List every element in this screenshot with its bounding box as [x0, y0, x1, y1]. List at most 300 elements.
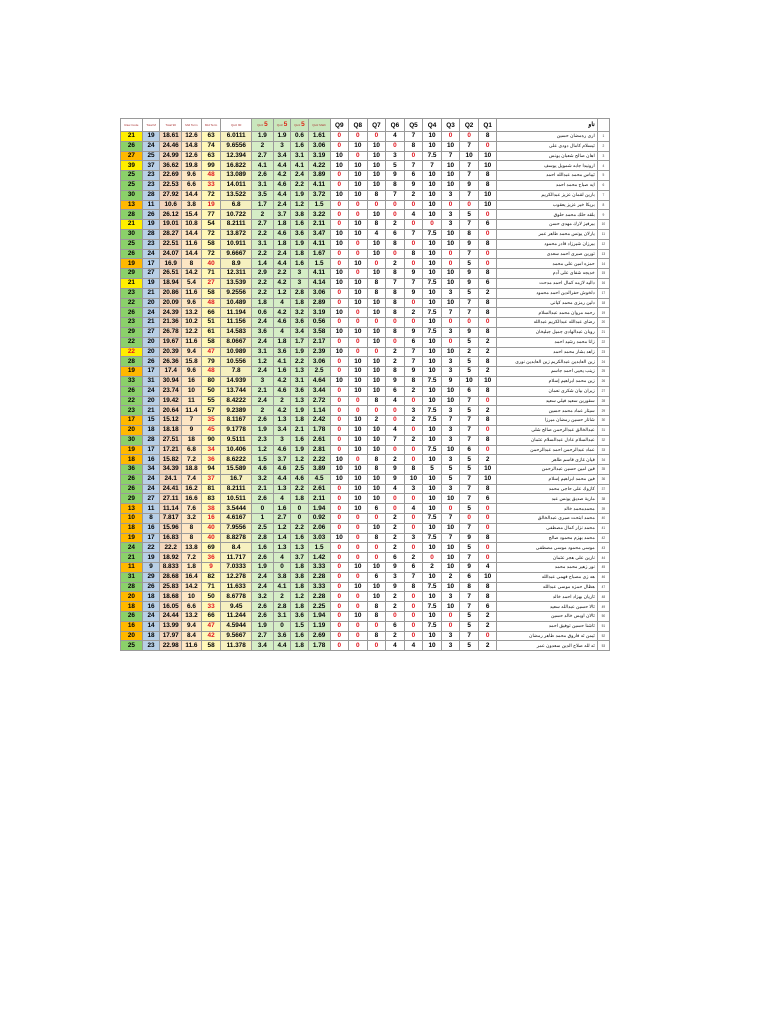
cell-f1: 99 — [201, 161, 221, 171]
cell-q6: 4 — [386, 132, 405, 142]
cell-q2: 5 — [460, 406, 479, 416]
cell-c1: 3.6 — [251, 327, 273, 337]
cell-c1: 2.6 — [251, 171, 273, 181]
cell-q1: 0 — [478, 543, 497, 553]
table-row — [121, 239, 610, 249]
cell-c1: 2.7 — [251, 151, 273, 161]
cell-q1: 8 — [478, 416, 497, 426]
cell-q9: 0 — [330, 523, 349, 533]
cell-q8: 10 — [349, 386, 368, 396]
cell-q8: 10 — [349, 229, 368, 239]
cell-q6: 7 — [386, 190, 405, 200]
cell-q6: 0 — [386, 445, 405, 455]
cell-q6: 6 — [386, 621, 405, 631]
cell-q4: 7.5 — [423, 416, 442, 426]
cell-q8: 0 — [349, 210, 368, 220]
cell-f1: 58 — [201, 239, 221, 249]
cell-total: 22 — [121, 396, 143, 406]
cell-pct: 22.2 — [160, 543, 182, 553]
cell-row-number: 51 — [597, 621, 609, 631]
cell-rel: 14.4 — [182, 249, 202, 259]
cell-c3: 1.6 — [291, 435, 308, 445]
cell-q8: 10 — [349, 367, 368, 377]
cell-q9: 0 — [330, 514, 349, 524]
cell-q9: 10 — [330, 474, 349, 484]
cell-q3: 10 — [441, 386, 460, 396]
cell-pct: 10.6 — [160, 200, 182, 210]
cell-q3: 7 — [441, 416, 460, 426]
cell-q9: 0 — [330, 396, 349, 406]
header-name: ناو — [497, 119, 597, 132]
cell-c4: 1.19 — [308, 621, 330, 631]
cell-q8: 10 — [349, 141, 368, 151]
cell-c1: 2.4 — [251, 318, 273, 328]
cell-c1: 2.8 — [251, 533, 273, 543]
cell-c2: 3.8 — [273, 572, 290, 582]
cell-total: 11 — [121, 563, 143, 573]
table-row — [121, 504, 610, 514]
cell-f2: 8.4222 — [221, 396, 252, 406]
cell-pct: 30.94 — [160, 376, 182, 386]
table-row — [121, 249, 610, 259]
cell-q7: 10 — [367, 151, 386, 161]
cell-c1: 1.8 — [251, 298, 273, 308]
table-row — [121, 190, 610, 200]
cell-pct: 11.14 — [160, 504, 182, 514]
cell-row-number: 12 — [597, 239, 609, 249]
cell-student-name: ئالا حسين عبدالله سعيد — [497, 602, 597, 612]
cell-q7: 10 — [367, 435, 386, 445]
cell-res: 16 — [142, 455, 159, 465]
cell-rel: 14.4 — [182, 190, 202, 200]
cell-row-number: 33 — [597, 445, 609, 455]
cell-pct: 22.51 — [160, 239, 182, 249]
cell-rel: 7.2 — [182, 455, 202, 465]
cell-rel: 11.6 — [182, 337, 202, 347]
cell-c4: 1.94 — [308, 504, 330, 514]
cell-pct: 22.69 — [160, 171, 182, 181]
cell-q8: 0 — [349, 249, 368, 259]
cell-q3: 10 — [441, 239, 460, 249]
cell-q4: 10 — [423, 171, 442, 181]
cell-f2: 11.717 — [221, 553, 252, 563]
cell-q1: 0 — [478, 523, 497, 533]
cell-student-name: زين العابدين عبدالكريم زين العابدين نورى — [497, 357, 597, 367]
cell-q9: 0 — [330, 621, 349, 631]
cell-q2: 5 — [460, 612, 479, 622]
cell-c3: 2.2 — [291, 484, 308, 494]
cell-c2: 2 — [273, 592, 290, 602]
cell-f2: 8.8278 — [221, 533, 252, 543]
cell-res: 20 — [142, 298, 159, 308]
cell-q6: 9 — [386, 376, 405, 386]
cell-q1: 2 — [478, 621, 497, 631]
cell-rel: 16 — [182, 376, 202, 386]
cell-f1: 48 — [201, 298, 221, 308]
cell-q3: 3 — [441, 641, 460, 651]
cell-c3: 2.2 — [291, 523, 308, 533]
cell-q7: 0 — [367, 641, 386, 651]
cell-student-name: تورين صبرى احمد سعدى — [497, 249, 597, 259]
cell-q5: 7 — [404, 229, 423, 239]
cell-c2: 1.8 — [273, 220, 290, 230]
cell-f2: 13.744 — [221, 386, 252, 396]
cell-student-name: سقورين سعيد فيلي سعيد — [497, 396, 597, 406]
cell-q3: 10 — [441, 171, 460, 181]
cell-q4: 10 — [423, 396, 442, 406]
cell-c3: 1.8 — [291, 298, 308, 308]
cell-c2: 4 — [273, 327, 290, 337]
cell-total: 27 — [121, 151, 143, 161]
cell-c4: 4.11 — [308, 180, 330, 190]
header-c3-num: 5 — [301, 121, 305, 128]
cell-f2: 15.589 — [221, 465, 252, 475]
cell-f2: 14.011 — [221, 180, 252, 190]
cell-c1: 3.1 — [251, 347, 273, 357]
cell-c3: 3.1 — [291, 376, 308, 386]
cell-c3: 1.6 — [291, 533, 308, 543]
cell-q7: 10 — [367, 210, 386, 220]
table-row — [121, 425, 610, 435]
cell-total: 25 — [121, 180, 143, 190]
cell-total: 19 — [121, 533, 143, 543]
cell-c2: 1.6 — [273, 504, 290, 514]
cell-student-name: زيران بيان شكرى نعمان — [497, 386, 597, 396]
cell-q7: 0 — [367, 553, 386, 563]
cell-c1: 2.6 — [251, 602, 273, 612]
cell-q6: 8 — [386, 298, 405, 308]
cell-q1: 10 — [478, 161, 497, 171]
cell-q6: 2 — [386, 259, 405, 269]
cell-row-number: 29 — [597, 406, 609, 416]
cell-q2: 6 — [460, 445, 479, 455]
cell-q2: 6 — [460, 572, 479, 582]
cell-c4: 3.33 — [308, 582, 330, 592]
cell-c1: 2.1 — [251, 484, 273, 494]
cell-res: 23 — [142, 239, 159, 249]
cell-q1: 2 — [478, 288, 497, 298]
cell-row-number: 1 — [597, 132, 609, 142]
cell-c1: 1.9 — [251, 425, 273, 435]
table-row — [121, 484, 610, 494]
header-c1-num: 5 — [264, 121, 268, 128]
cell-q3: 10 — [441, 543, 460, 553]
cell-q9: 10 — [330, 269, 349, 279]
cell-c4: 3.22 — [308, 210, 330, 220]
header-c2-num: 5 — [283, 121, 288, 128]
table-row — [121, 259, 610, 269]
cell-q9: 0 — [330, 553, 349, 563]
cell-total: 22 — [121, 347, 143, 357]
cell-c3: 1.9 — [291, 347, 308, 357]
cell-total: 18 — [121, 523, 143, 533]
cell-student-name: ئاشنا حسين توفيق احمد — [497, 621, 597, 631]
cell-q1: 2 — [478, 347, 497, 357]
cell-res: 27 — [142, 494, 159, 504]
cell-c2: 2 — [273, 396, 290, 406]
cell-q7: 8 — [367, 612, 386, 622]
cell-q7: 10 — [367, 425, 386, 435]
cell-f1: 81 — [201, 484, 221, 494]
cell-c1: 2.4 — [251, 337, 273, 347]
cell-c4: 1.78 — [308, 425, 330, 435]
cell-q9: 0 — [330, 249, 349, 259]
cell-q5: 4 — [404, 210, 423, 220]
cell-rel: 16.6 — [182, 494, 202, 504]
cell-c3: 2.2 — [291, 180, 308, 190]
cell-q6: 3 — [386, 151, 405, 161]
cell-c2: 2.2 — [273, 269, 290, 279]
cell-q3: 10 — [441, 523, 460, 533]
cell-q5: 6 — [404, 563, 423, 573]
cell-c1: 2.2 — [251, 288, 273, 298]
table-row — [121, 229, 610, 239]
table-row — [121, 298, 610, 308]
cell-q3: 10 — [441, 396, 460, 406]
cell-c4: 1.67 — [308, 249, 330, 259]
cell-total: 23 — [121, 318, 143, 328]
cell-f1: 47 — [201, 621, 221, 631]
cell-q4: 10 — [423, 367, 442, 377]
cell-pct: 34.39 — [160, 465, 182, 475]
cell-c4: 3.44 — [308, 386, 330, 396]
cell-q3: 10 — [441, 602, 460, 612]
cell-q6: 2 — [386, 514, 405, 524]
cell-f2: 10.556 — [221, 357, 252, 367]
cell-q9: 0 — [330, 631, 349, 641]
cell-q4: 7.5 — [423, 308, 442, 318]
cell-row-number: 34 — [597, 455, 609, 465]
cell-c4: 1.42 — [308, 553, 330, 563]
cell-rel: 15.4 — [182, 210, 202, 220]
cell-total: 22 — [121, 298, 143, 308]
cell-pct: 7.817 — [160, 514, 182, 524]
cell-q4: 10 — [423, 200, 442, 210]
cell-q1: 8 — [478, 592, 497, 602]
cell-q5: 0 — [404, 318, 423, 328]
cell-res: 37 — [142, 161, 159, 171]
cell-q2: 0 — [460, 318, 479, 328]
cell-res: 29 — [142, 572, 159, 582]
cell-student-name: عماد عبدالرحمن احمد عبدالرحمن — [497, 445, 597, 455]
cell-f2: 8.6778 — [221, 592, 252, 602]
cell-pct: 19.42 — [160, 396, 182, 406]
cell-c1: 4.6 — [251, 465, 273, 475]
cell-c1: 2 — [251, 141, 273, 151]
cell-q5: 0 — [404, 239, 423, 249]
cell-student-name: عبدالسلام عادل عبدالسلام عثمان — [497, 435, 597, 445]
cell-pct: 36.62 — [160, 161, 182, 171]
cell-pct: 28.68 — [160, 572, 182, 582]
cell-student-name: ئه لله صلاح الدين سعدون عمر — [497, 641, 597, 651]
cell-q3: 3 — [441, 210, 460, 220]
cell-c1: 2.7 — [251, 631, 273, 641]
cell-q9: 10 — [330, 161, 349, 171]
cell-c4: 1.78 — [308, 641, 330, 651]
cell-q6: 8 — [386, 308, 405, 318]
cell-total: 19 — [121, 367, 143, 377]
cell-q9: 0 — [330, 406, 349, 416]
cell-q8: 10 — [349, 220, 368, 230]
cell-q2: 5 — [460, 288, 479, 298]
cell-q9: 0 — [330, 288, 349, 298]
cell-q3: 10 — [441, 180, 460, 190]
cell-q9: 10 — [330, 327, 349, 337]
cell-row-number: 40 — [597, 514, 609, 524]
cell-c3: 2.4 — [291, 171, 308, 181]
cell-total: 21 — [121, 220, 143, 230]
cell-row-number: 5 — [597, 171, 609, 181]
cell-q1: 0 — [478, 425, 497, 435]
header-c2-label: Quiz — [276, 123, 283, 127]
cell-pct: 20.09 — [160, 298, 182, 308]
cell-q8: 0 — [349, 337, 368, 347]
cell-total: 13 — [121, 200, 143, 210]
cell-q3: 3 — [441, 406, 460, 416]
cell-q7: 8 — [367, 455, 386, 465]
cell-student-name: شانار حسين رمضان ميرزا — [497, 416, 597, 426]
cell-q1: 10 — [478, 151, 497, 161]
table-row — [121, 171, 610, 181]
cell-f2: 11.156 — [221, 318, 252, 328]
cell-c2: 4 — [273, 553, 290, 563]
cell-q6: 2 — [386, 523, 405, 533]
cell-row-number: 19 — [597, 308, 609, 318]
cell-c2: 2.7 — [273, 514, 290, 524]
cell-student-name: هه زى مصباح فهمى عبدالله — [497, 572, 597, 582]
cell-q3: 10 — [441, 494, 460, 504]
cell-q8: 0 — [349, 318, 368, 328]
cell-q1: 10 — [478, 572, 497, 582]
cell-c3: 1.5 — [291, 621, 308, 631]
cell-c2: 4 — [273, 494, 290, 504]
cell-q5: 8 — [404, 376, 423, 386]
cell-f2: 7.0333 — [221, 563, 252, 573]
cell-q9: 0 — [330, 367, 349, 377]
cell-f2: 8.1167 — [221, 416, 252, 426]
cell-q8: 10 — [349, 171, 368, 181]
cell-f1: 77 — [201, 210, 221, 220]
cell-c1: 1.9 — [251, 621, 273, 631]
cell-q8: 0 — [349, 553, 368, 563]
cell-row-number: 17 — [597, 288, 609, 298]
cell-c2: 3.7 — [273, 210, 290, 220]
cell-pct: 26.51 — [160, 269, 182, 279]
cell-q1: 10 — [478, 190, 497, 200]
cell-q7: 10 — [367, 474, 386, 484]
cell-q2: 5 — [460, 504, 479, 514]
cell-rel: 9.6 — [182, 298, 202, 308]
cell-rel: 1.8 — [182, 563, 202, 573]
cell-c4: 1.94 — [308, 612, 330, 622]
header-q5: Q5 — [404, 119, 423, 132]
cell-q6: 2 — [386, 455, 405, 465]
cell-q5: 3 — [404, 533, 423, 543]
cell-q8: 0 — [349, 592, 368, 602]
cell-f1: 36 — [201, 553, 221, 563]
cell-res: 21 — [142, 318, 159, 328]
cell-q6: 0 — [386, 318, 405, 328]
cell-q5: 9 — [404, 180, 423, 190]
cell-pct: 17.97 — [160, 631, 182, 641]
cell-q7: 10 — [367, 269, 386, 279]
cell-q8: 0 — [349, 239, 368, 249]
cell-q7: 8 — [367, 278, 386, 288]
cell-total: 30 — [121, 190, 143, 200]
cell-c1: 2.2 — [251, 278, 273, 288]
cell-f2: 13.522 — [221, 190, 252, 200]
cell-row-number: 4 — [597, 161, 609, 171]
cell-c2: 4.2 — [273, 406, 290, 416]
cell-q8: 10 — [349, 278, 368, 288]
cell-q1: 0 — [478, 514, 497, 524]
cell-res: 24 — [142, 612, 159, 622]
cell-c4: 3.06 — [308, 288, 330, 298]
cell-q2: 9 — [460, 269, 479, 279]
cell-q6: 2 — [386, 357, 405, 367]
cell-rel: 3.2 — [182, 514, 202, 524]
cell-c4: 3.47 — [308, 229, 330, 239]
cell-c4: 2.28 — [308, 592, 330, 602]
cell-c3: 1.3 — [291, 396, 308, 406]
cell-q2: 9 — [460, 533, 479, 543]
cell-c2: 4.4 — [273, 161, 290, 171]
cell-q3: 7 — [441, 151, 460, 161]
cell-q5: 7 — [404, 278, 423, 288]
cell-c4: 0.56 — [308, 318, 330, 328]
cell-pct: 19.67 — [160, 337, 182, 347]
cell-res: 18 — [142, 592, 159, 602]
cell-res: 17 — [142, 445, 159, 455]
cell-row-number: 13 — [597, 249, 609, 259]
cell-q6: 9 — [386, 582, 405, 592]
cell-q8: 0 — [349, 572, 368, 582]
cell-rel: 9.6 — [182, 367, 202, 377]
cell-q6: 0 — [386, 249, 405, 259]
cell-q6: 7 — [386, 435, 405, 445]
cell-pct: 19.01 — [160, 220, 182, 230]
cell-f2: 3.5444 — [221, 504, 252, 514]
cell-q2: 5 — [460, 465, 479, 475]
cell-total: 21 — [121, 132, 143, 142]
cell-q7: 10 — [367, 141, 386, 151]
cell-q6: 8 — [386, 288, 405, 298]
cell-q5: 0 — [404, 621, 423, 631]
cell-q1: 0 — [478, 396, 497, 406]
cell-q2: 7 — [460, 249, 479, 259]
cell-rel: 14.8 — [182, 141, 202, 151]
table-row — [121, 269, 610, 279]
cell-q7: 10 — [367, 298, 386, 308]
cell-f1: 50 — [201, 386, 221, 396]
cell-c3: 3.6 — [291, 318, 308, 328]
cell-c2: 2.8 — [273, 602, 290, 612]
cell-q7: 6 — [367, 504, 386, 514]
cell-q4: 10 — [423, 592, 442, 602]
table-row — [121, 357, 610, 367]
cell-total: 28 — [121, 582, 143, 592]
cell-q8: 0 — [349, 641, 368, 651]
cell-q3: 10 — [441, 161, 460, 171]
cell-res: 24 — [142, 474, 159, 484]
cell-q9: 10 — [330, 533, 349, 543]
cell-total: 24 — [121, 543, 143, 553]
cell-q4: 0 — [423, 220, 442, 230]
cell-f2: 10.511 — [221, 494, 252, 504]
cell-q2: 6 — [460, 386, 479, 396]
cell-c3: 3.8 — [291, 210, 308, 220]
cell-f1: 51 — [201, 318, 221, 328]
